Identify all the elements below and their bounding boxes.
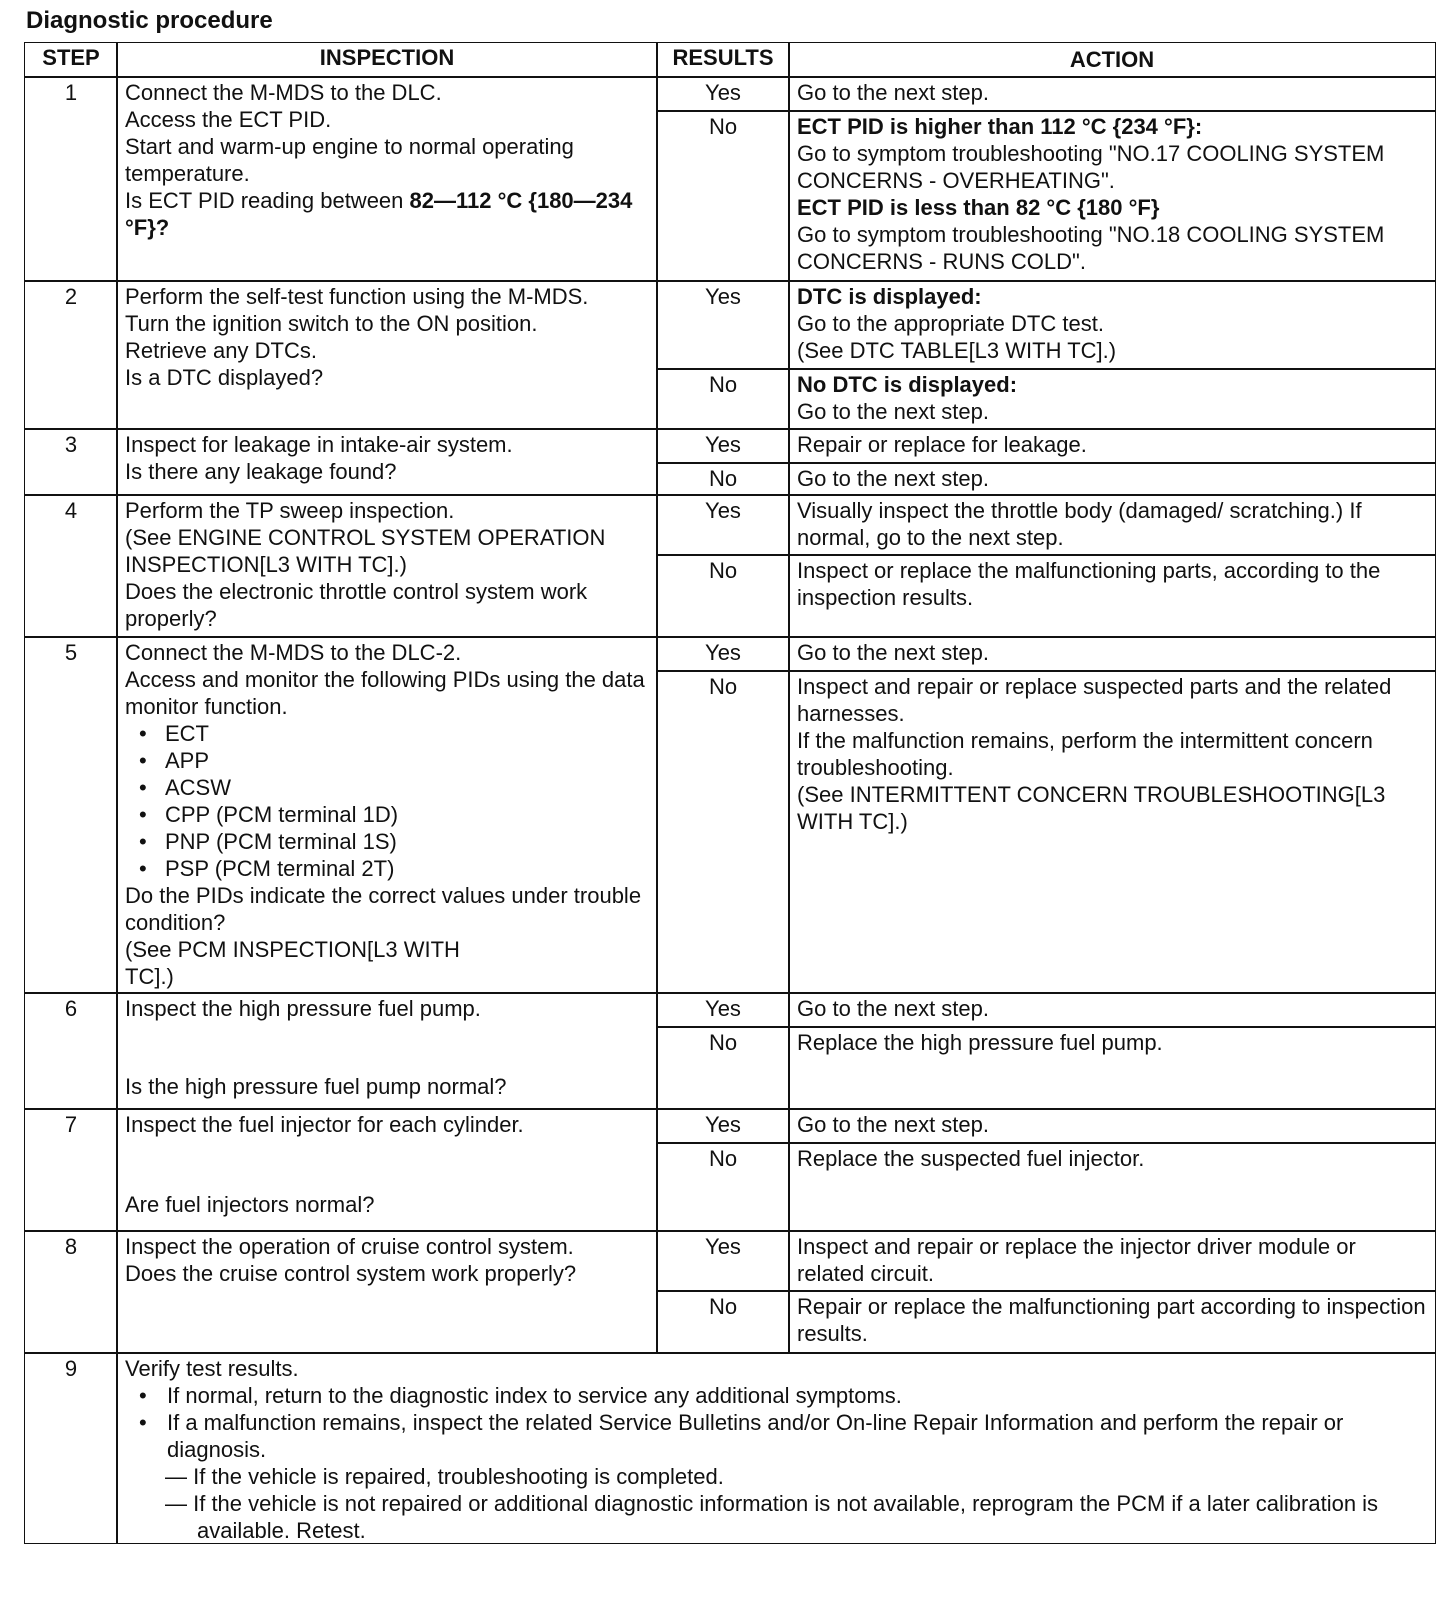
step-number: 6 xyxy=(24,992,118,1110)
result-yes: Yes xyxy=(656,76,790,112)
inspection-line: Inspect the operation of cruise control system. xyxy=(125,1234,574,1259)
inspection-line: TC].) xyxy=(125,964,174,989)
step-number: 2 xyxy=(24,280,118,430)
result-yes: Yes xyxy=(656,494,790,556)
question-range: 82—112 °C {180—234 °F}? xyxy=(125,188,633,240)
inspection-line: Connect the M-MDS to the DLC. xyxy=(125,80,442,105)
pid-list-item: • ACSW xyxy=(125,774,649,801)
verify-dash-item: — If the vehicle is not repaired or additional diagnostic information is not available, reprogram the PCM if a later calibration is available. Retest. xyxy=(165,1491,1379,1543)
step-inspection xyxy=(116,76,658,282)
inspection-line: Start and warm-up engine to normal operating temperature. xyxy=(125,134,574,186)
action-line: Go to the appropriate DTC test. xyxy=(797,311,1104,336)
action-line: (See DTC TABLE[L3 WITH TC].) xyxy=(797,338,1117,363)
verify-bullet: • If a malfunction remains, inspect the related Service Bulletins and/or On-line Repair Information and perform the repair or diagnosis. xyxy=(125,1409,1427,1463)
inspection-line: Access and monitor the following PIDs using the data monitor function. xyxy=(125,667,645,719)
header-step: STEP xyxy=(24,42,118,78)
result-no: No xyxy=(656,554,790,638)
step-inspection xyxy=(116,636,658,994)
header-action: ACTION xyxy=(788,42,1436,78)
result-yes: Yes xyxy=(656,1108,790,1144)
step-inspection xyxy=(116,280,658,430)
action-yes: Inspect and repair or replace the injector driver module or related circuit. xyxy=(788,1230,1436,1292)
inspection-line: Inspect the fuel injector for each cylinder. xyxy=(125,1112,524,1137)
inspection-line: Do the PIDs indicate the correct values under trouble condition? xyxy=(125,883,642,935)
step-inspection xyxy=(116,1352,1436,1544)
action-yes: Go to the next step. xyxy=(788,1108,1436,1144)
action-no xyxy=(788,670,1436,994)
question-text: Is ECT PID reading between xyxy=(125,188,410,213)
action-yes xyxy=(788,280,1436,370)
result-no: No xyxy=(656,1290,790,1354)
verify-bullet: • If normal, return to the diagnostic index to service any additional symptoms. xyxy=(125,1382,1427,1409)
step-inspection xyxy=(116,1108,658,1232)
inspection-line: Is there any leakage found? xyxy=(125,459,397,484)
action-line: If the malfunction remains, perform the intermittent concern troubleshooting. xyxy=(797,728,1373,780)
action-condition: DTC is displayed: xyxy=(797,284,982,309)
pid-list-item: • APP xyxy=(125,747,649,774)
inspection-question xyxy=(125,187,649,241)
step-number: 1 xyxy=(24,76,118,282)
result-no: No xyxy=(656,1142,790,1232)
action-line: (See INTERMITTENT CONCERN TROUBLESHOOTING[L3 WITH TC].) xyxy=(797,782,1386,834)
action-no: Replace the high pressure fuel pump. xyxy=(788,1026,1436,1110)
step-number: 9 xyxy=(24,1352,118,1544)
action-no xyxy=(788,368,1436,430)
step-inspection xyxy=(116,992,658,1110)
action-line: Inspect and repair or replace suspected parts and the related harnesses. xyxy=(797,674,1392,726)
step-inspection xyxy=(116,428,658,496)
inspection-line: Verify test results. xyxy=(125,1356,299,1381)
action-no: Inspect or replace the malfunctioning parts, according to the inspection results. xyxy=(788,554,1436,638)
verify-dash-item: — If the vehicle is repaired, troubleshooting is completed. xyxy=(165,1464,724,1489)
pid-list-item: • PNP (PCM terminal 1S) xyxy=(125,828,649,855)
action-no xyxy=(788,110,1436,282)
inspection-line: Access the ECT PID. xyxy=(125,107,332,132)
action-yes: Visually inspect the throttle body (damaged/ scratching.) If normal, go to the next step. xyxy=(788,494,1436,556)
step-number: 8 xyxy=(24,1230,118,1354)
step-number: 3 xyxy=(24,428,118,496)
action-condition: ECT PID is higher than 112 °C {234 °F}: xyxy=(797,114,1203,139)
inspection-line: Connect the M-MDS to the DLC-2. xyxy=(125,640,462,665)
inspection-line: Inspect for leakage in intake-air system. xyxy=(125,432,513,457)
step-inspection xyxy=(116,1230,658,1354)
result-yes: Yes xyxy=(656,1230,790,1292)
pid-list-item: • ECT xyxy=(125,720,649,747)
result-no: No xyxy=(656,110,790,282)
result-no: No xyxy=(656,368,790,430)
inspection-line: Inspect the high pressure fuel pump. xyxy=(125,996,481,1021)
result-yes: Yes xyxy=(656,636,790,672)
header-inspection: INSPECTION xyxy=(116,42,658,78)
inspection-question: Is the high pressure fuel pump normal? xyxy=(125,1074,507,1099)
inspection-line: Perform the self-test function using the M-MDS. xyxy=(125,284,589,309)
inspection-line: Perform the TP sweep inspection. xyxy=(125,498,455,523)
inspection-line: Retrieve any DTCs. xyxy=(125,338,317,363)
inspection-line: Turn the ignition switch to the ON position. xyxy=(125,311,538,336)
inspection-question: Are fuel injectors normal? xyxy=(125,1192,375,1217)
inspection-line: Does the cruise control system work properly? xyxy=(125,1261,577,1286)
diagnostic-table xyxy=(24,42,1436,1590)
page-title: Diagnostic procedure xyxy=(26,7,273,34)
result-no: No xyxy=(656,670,790,994)
action-yes: Go to the next step. xyxy=(788,636,1436,672)
step-inspection xyxy=(116,494,658,638)
result-yes: Yes xyxy=(656,280,790,370)
action-no: Go to the next step. xyxy=(788,462,1436,496)
inspection-line: Is a DTC displayed? xyxy=(125,365,324,390)
inspection-line: Does the electronic throttle control system work properly? xyxy=(125,579,588,631)
inspection-line: (See ENGINE CONTROL SYSTEM OPERATION INSPECTION[L3 WITH TC].) xyxy=(125,525,606,577)
action-yes: Go to the next step. xyxy=(788,992,1436,1028)
result-yes: Yes xyxy=(656,428,790,464)
pid-list-item: • PSP (PCM terminal 2T) xyxy=(125,855,649,882)
action-no: Repair or replace the malfunctioning part according to inspection results. xyxy=(788,1290,1436,1354)
step-number: 4 xyxy=(24,494,118,638)
step-number: 7 xyxy=(24,1108,118,1232)
header-results: RESULTS xyxy=(656,42,790,78)
action-no: Replace the suspected fuel injector. xyxy=(788,1142,1436,1232)
pid-list-item: • CPP (PCM terminal 1D) xyxy=(125,801,649,828)
action-line: Go to symptom troubleshooting "NO.18 COOLING SYSTEM CONCERNS - RUNS COLD". xyxy=(797,222,1385,274)
result-yes: Yes xyxy=(656,992,790,1028)
action-yes: Go to the next step. xyxy=(788,76,1436,112)
action-condition: No DTC is displayed: xyxy=(797,372,1018,397)
action-line: Go to symptom troubleshooting "NO.17 COOLING SYSTEM CONCERNS - OVERHEATING". xyxy=(797,141,1385,193)
action-line: Go to the next step. xyxy=(797,399,990,424)
result-no: No xyxy=(656,1026,790,1110)
action-condition: ECT PID is less than 82 °C {180 °F} xyxy=(797,195,1160,220)
action-yes: Repair or replace for leakage. xyxy=(788,428,1436,464)
inspection-line: (See PCM INSPECTION[L3 WITH xyxy=(125,937,460,962)
step-number: 5 xyxy=(24,636,118,994)
result-no: No xyxy=(656,462,790,496)
